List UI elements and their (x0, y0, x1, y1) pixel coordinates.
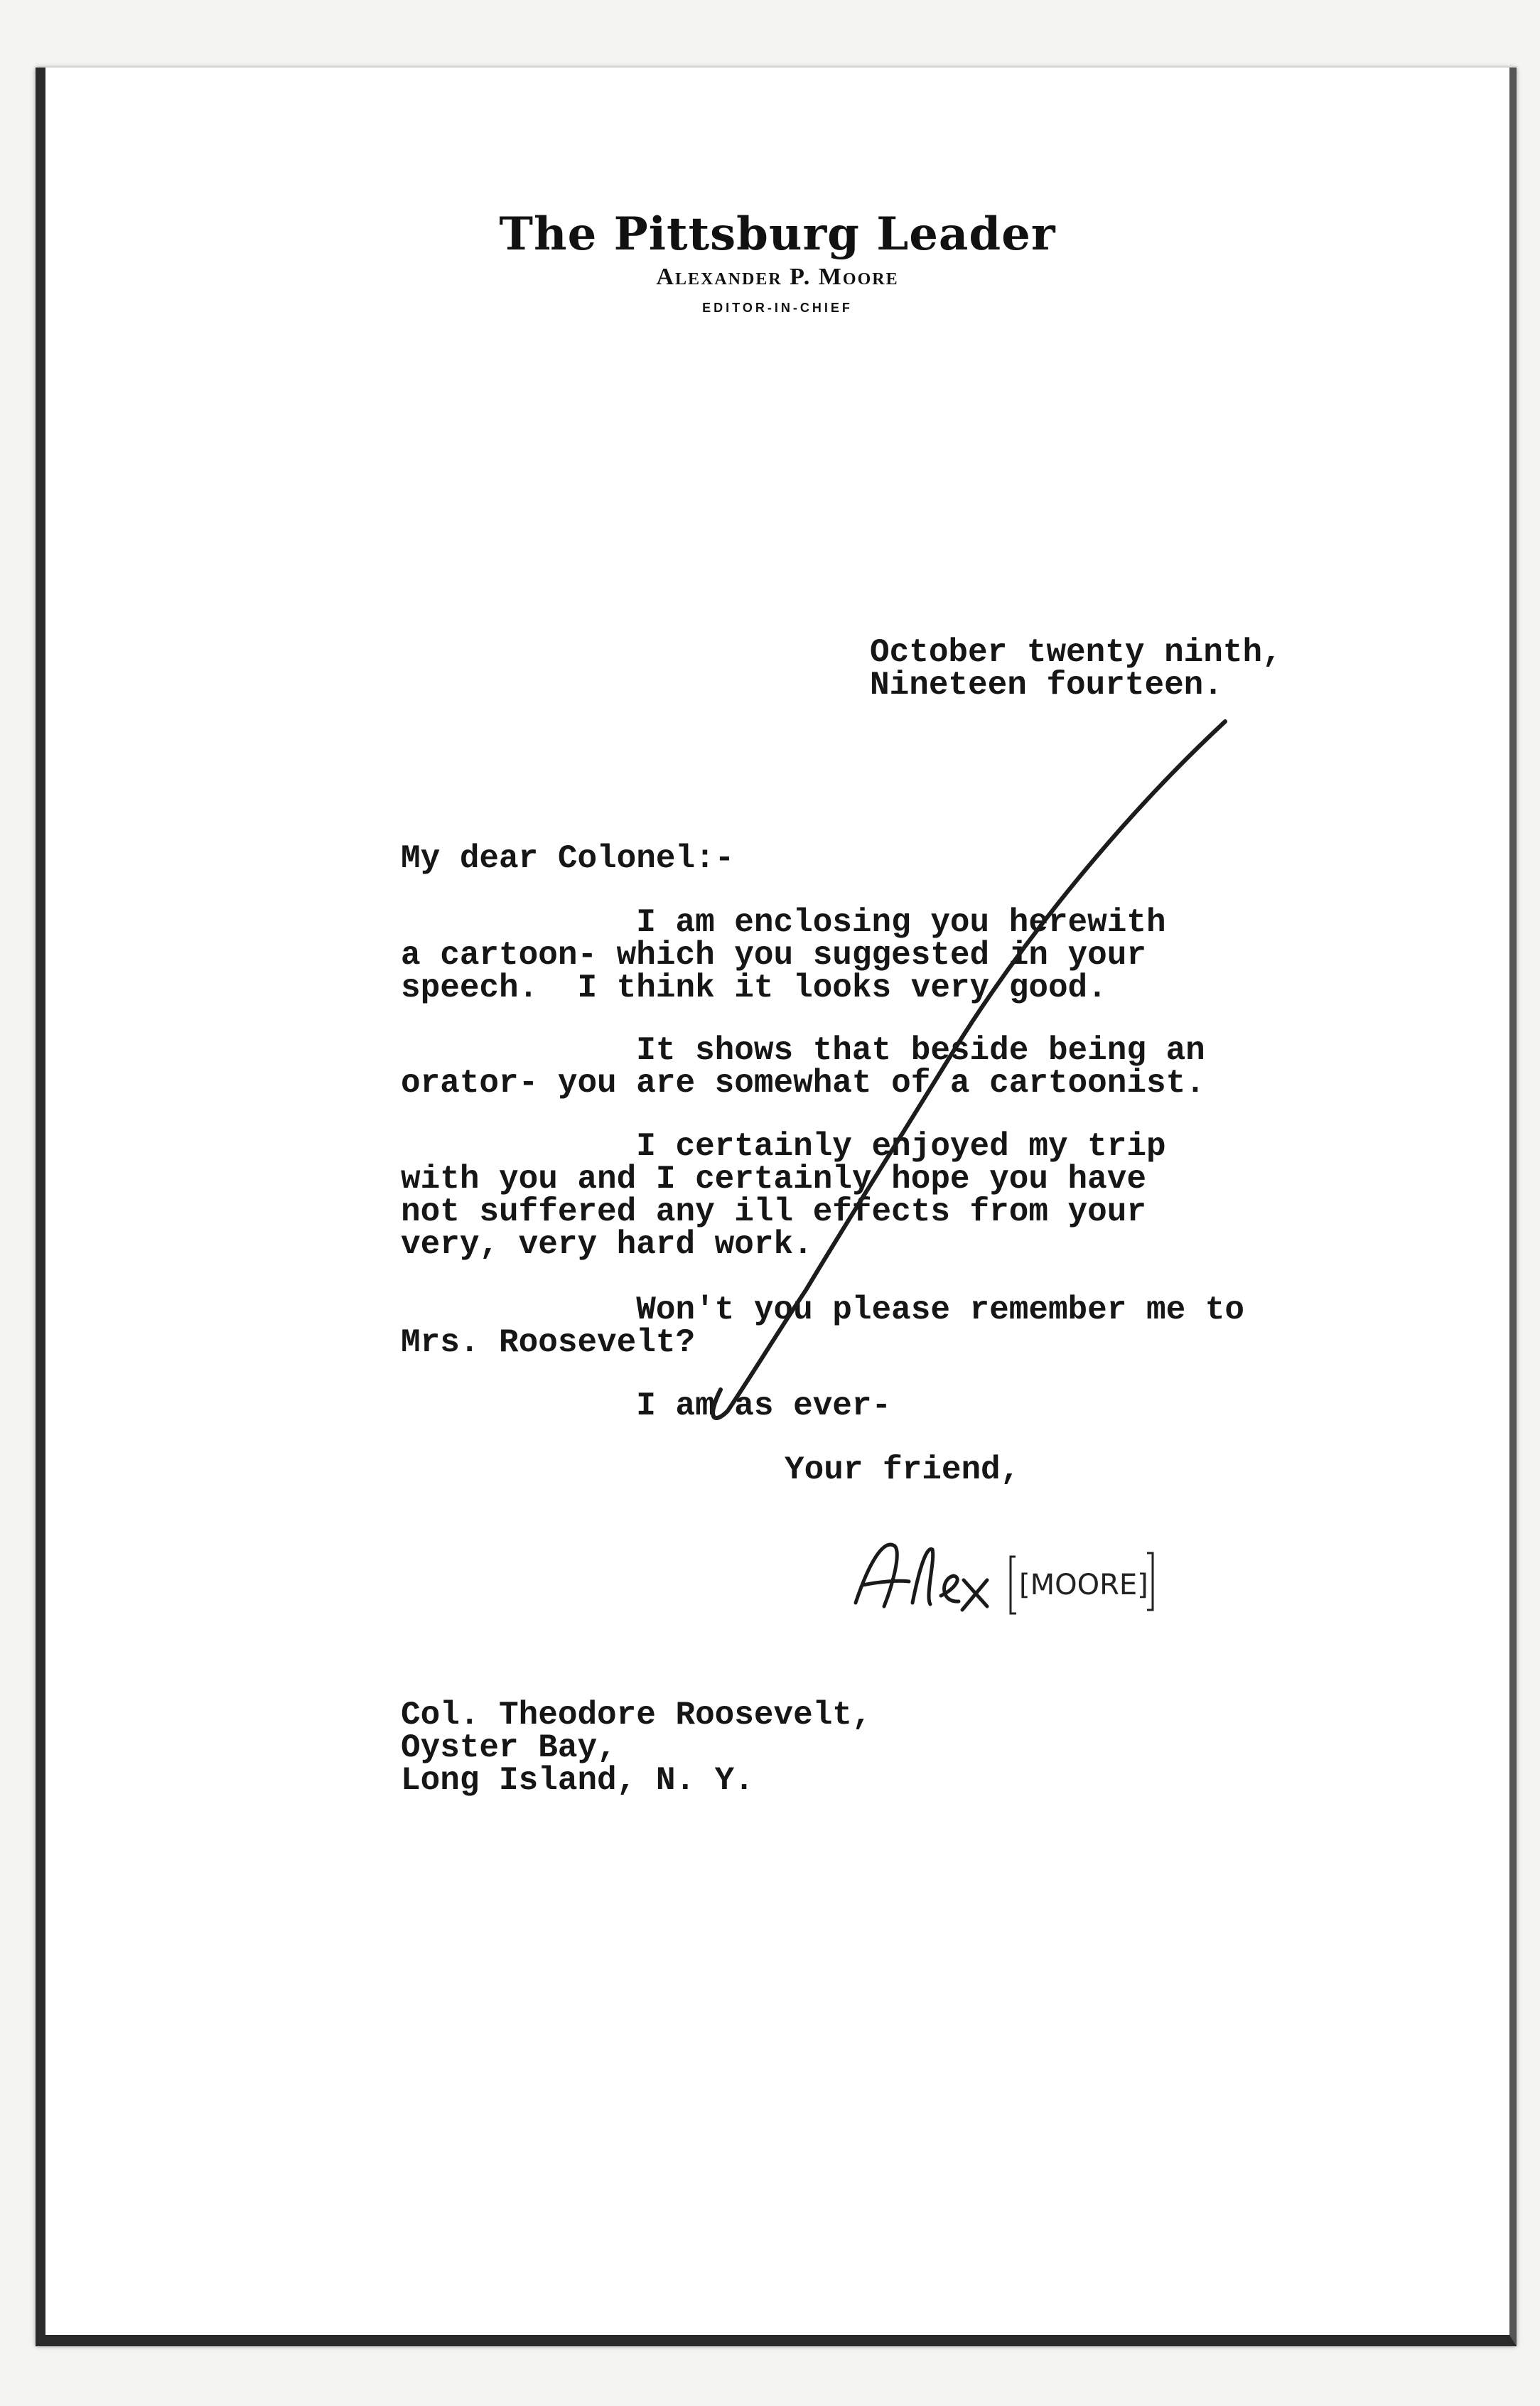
address-line: Long Island, N. Y. (401, 1762, 754, 1799)
newspaper-masthead: The Pittsburg Leader (499, 208, 1056, 261)
pen-check-mark (685, 707, 1239, 1439)
letter-page (36, 68, 1517, 2346)
body-paragraph: Won't you please remember me to Mrs. Roosevelt? (401, 1291, 1244, 1361)
letterhead (45, 210, 1509, 316)
body-paragraph: I certainly enjoyed my trip with you and I certainly hope you have not suffered any ill effects from your very, very hard work. (401, 1128, 1166, 1263)
address-line: Oyster Bay, (401, 1729, 617, 1766)
recipient-address (401, 1699, 872, 1797)
salutation: My dear Colonel:- (401, 840, 735, 877)
body-paragraph: I am enclosing you herewith a cartoon- which you suggested in your speech. I think it looks very good. (401, 904, 1166, 1006)
closing: Your friend, (785, 1451, 1021, 1488)
editor-name: Alexander P. Moore (656, 264, 899, 291)
body-paragraph: I am as ever- (401, 1387, 892, 1424)
address-line: Col. Theodore Roosevelt, (401, 1697, 872, 1734)
editor-title: EDITOR-IN-CHIEF (702, 301, 853, 316)
date-line-2: Nineteen fourteen. (870, 667, 1223, 704)
date-line-1: October twenty ninth, (870, 634, 1282, 671)
signature (841, 1518, 1161, 1631)
body-paragraph: It shows that beside being an orator- you are somewhat of a cartoonist. (401, 1032, 1205, 1102)
date-block (870, 636, 1282, 702)
signature-bracket-label: [MOORE] (1019, 1569, 1148, 1601)
